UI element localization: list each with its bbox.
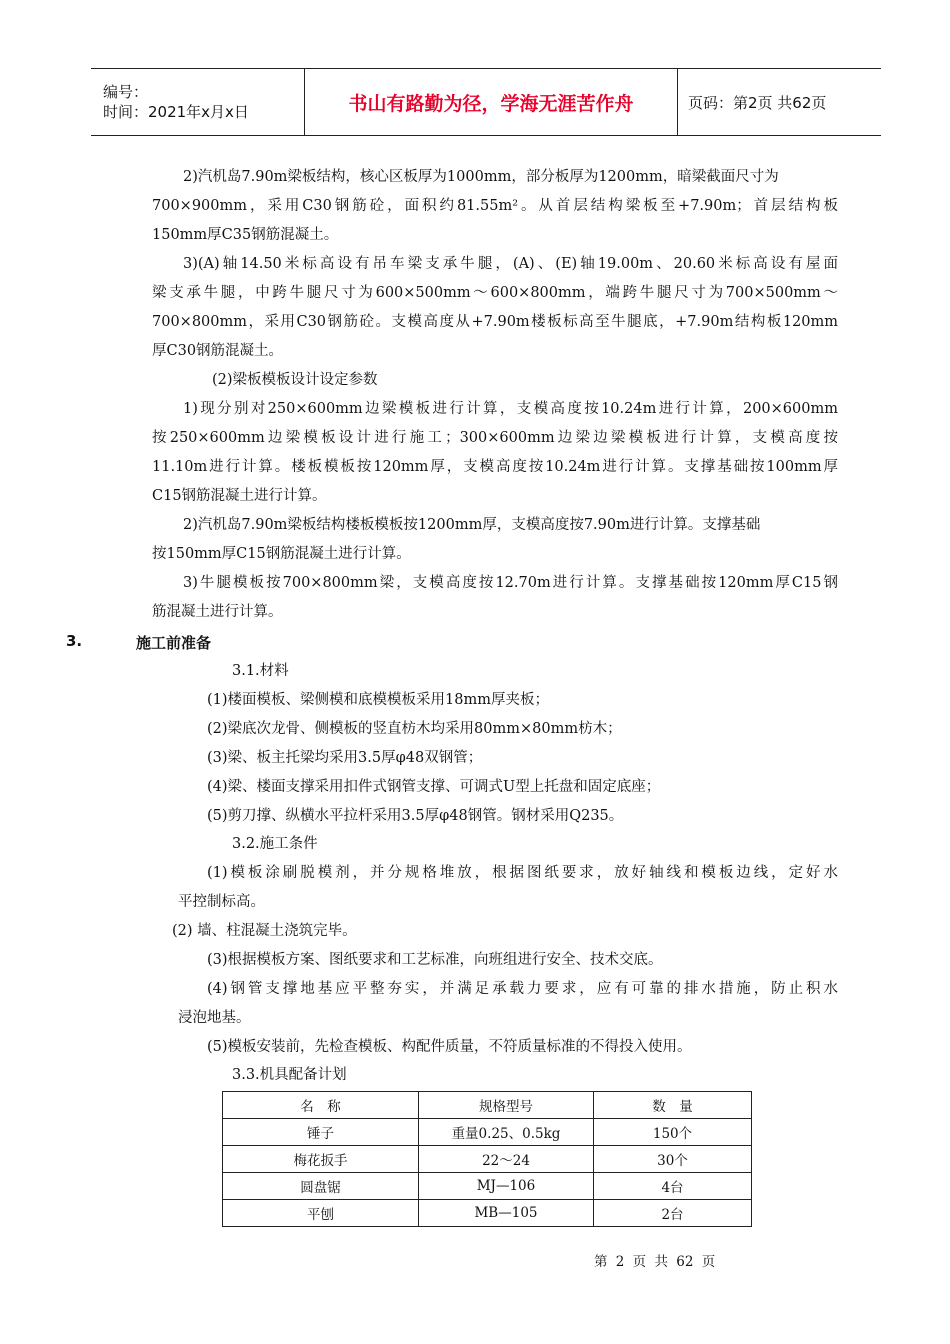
table-cell: 重量0.25、0.5kg (419, 1119, 594, 1146)
table-row (223, 1173, 752, 1200)
paragraph-line: 3)牛腿模板按700×800mm梁，支模高度按12.70m进行计算。支撑基础按120mm厚C15钢 (183, 575, 838, 591)
list-item: (2) 墙、柱混凝土浇筑完毕。 (172, 923, 357, 939)
document-time: 时间：2021年x月x日 (103, 103, 249, 121)
subsection-title: 3.2.施工条件 (232, 836, 318, 852)
list-item: (1)模板涂刷脱模剂，并分规格堆放，根据图纸要求，放好轴线和模板边线，定好水 (207, 865, 838, 881)
equipment-table (222, 1091, 752, 1227)
section-title: 施工前准备 (136, 634, 212, 652)
table-cell: 30个 (594, 1146, 752, 1173)
list-item: (4)梁、楼面支撑采用扣件式钢管支撑、可调式U型上托盘和固定底座； (207, 779, 661, 795)
paragraph-line: C15钢筋混凝土进行计算。 (152, 488, 327, 504)
table-cell: MJ—106 (419, 1173, 594, 1200)
list-item: (3)根据模板方案、图纸要求和工艺标准，向班组进行安全、技术交底。 (207, 952, 663, 968)
paragraph-line: 厚C30钢筋混凝土。 (152, 343, 284, 359)
paragraph-line: 1)现分别对250×600mm边梁模板进行计算，支模高度按10.24m进行计算，200×600mm (183, 401, 838, 417)
list-item: 平控制标高。 (178, 894, 265, 910)
paragraph-line: 筋混凝土进行计算。 (152, 604, 283, 620)
list-item: (1)楼面模板、梁侧模和底模模板采用18mm厚夹板； (207, 692, 549, 708)
table-row (223, 1146, 752, 1173)
paragraph-line: 2)汽机岛7.90m梁板结构楼板模板按1200mm厚，支模高度按7.90m进行计算。支撑基础 (183, 517, 761, 533)
table-cell: 2台 (594, 1200, 752, 1227)
column-header: 名 称 (223, 1092, 419, 1119)
paragraph-line: 150mm厚C35钢筋混凝土。 (152, 227, 339, 243)
subsection-title: 3.3.机具配备计划 (232, 1067, 347, 1083)
column-header: 数 量 (594, 1092, 752, 1119)
paragraph-line: 11.10m进行计算。楼板模板按120mm厚，支模高度按10.24m进行计算。支撑基础按100mm厚 (152, 459, 838, 475)
list-item: (2)梁底次龙骨、侧模板的竖直枋木均采用80mm×80mm枋木； (207, 721, 622, 737)
list-item: (3)梁、板主托梁均采用3.5厚φ48双钢管； (207, 750, 483, 766)
table-cell: 锤子 (223, 1119, 419, 1146)
paragraph-line: 700×800mm，采用C30钢筋砼。支模高度从+7.90m楼板标高至牛腿底，+7.90m结构板120mm (152, 314, 838, 330)
table-cell: 梅花扳手 (223, 1146, 419, 1173)
header-meta (91, 69, 305, 136)
section-number: 3. (66, 632, 83, 650)
header-motto: 书山有路勤为径，学海无涯苦作舟 (305, 69, 678, 136)
list-item: 浸泡地基。 (178, 1010, 251, 1026)
header-page-info: 页码：第2页 共62页 (678, 69, 882, 136)
table-cell: 4台 (594, 1173, 752, 1200)
paragraph-line: 700×900mm，采用C30钢筋砼，面积约81.55m²。从首层结构梁板至+7.90m；首层结构板 (152, 198, 838, 214)
table-row (223, 1119, 752, 1146)
paragraph-line: 2)汽机岛7.90m梁板结构，核心区板厚为1000mm，部分板厚为1200mm，暗梁截面尺寸为 (183, 169, 779, 185)
table-header-row (223, 1092, 752, 1119)
page-footer: 第 2 页 共 62 页 (594, 1254, 716, 1270)
list-item: (5)剪刀撑、纵横水平拉杆采用3.5厚φ48钢管。钢材采用Q235。 (207, 808, 624, 824)
document-number-label: 编号： (103, 83, 149, 101)
table-cell: MB—105 (419, 1200, 594, 1227)
table-cell: 平刨 (223, 1200, 419, 1227)
list-item: (5)模板安装前，先检查模板、构配件质量，不符质量标准的不得投入使用。 (207, 1039, 692, 1055)
table-cell: 圆盘锯 (223, 1173, 419, 1200)
column-header: 规格型号 (419, 1092, 594, 1119)
table-row (223, 1200, 752, 1227)
subsection-title: 3.1.材料 (232, 663, 289, 679)
paragraph-line: 按150mm厚C15钢筋混凝土进行计算。 (152, 546, 411, 562)
subsection-title: (2)梁板模板设计设定参数 (212, 372, 378, 388)
table-cell: 22～24 (419, 1146, 594, 1173)
list-item: (4)钢管支撑地基应平整夯实，并满足承载力要求，应有可靠的排水措施，防止积水 (207, 981, 838, 997)
paragraph-line: 梁支承牛腿，中跨牛腿尺寸为600×500mm～600×800mm，端跨牛腿尺寸为700×500mm～ (152, 285, 838, 301)
table-cell: 150个 (594, 1119, 752, 1146)
paragraph-line: 按250×600mm边梁模板设计进行施工；300×600mm边梁边梁模板进行计算，支模高度按 (152, 430, 838, 446)
page-header (91, 68, 881, 136)
paragraph-line: 3)(A)轴14.50米标高设有吊车梁支承牛腿，(A)、(E)轴19.00m、20.60米标高设有屋面 (183, 256, 838, 272)
